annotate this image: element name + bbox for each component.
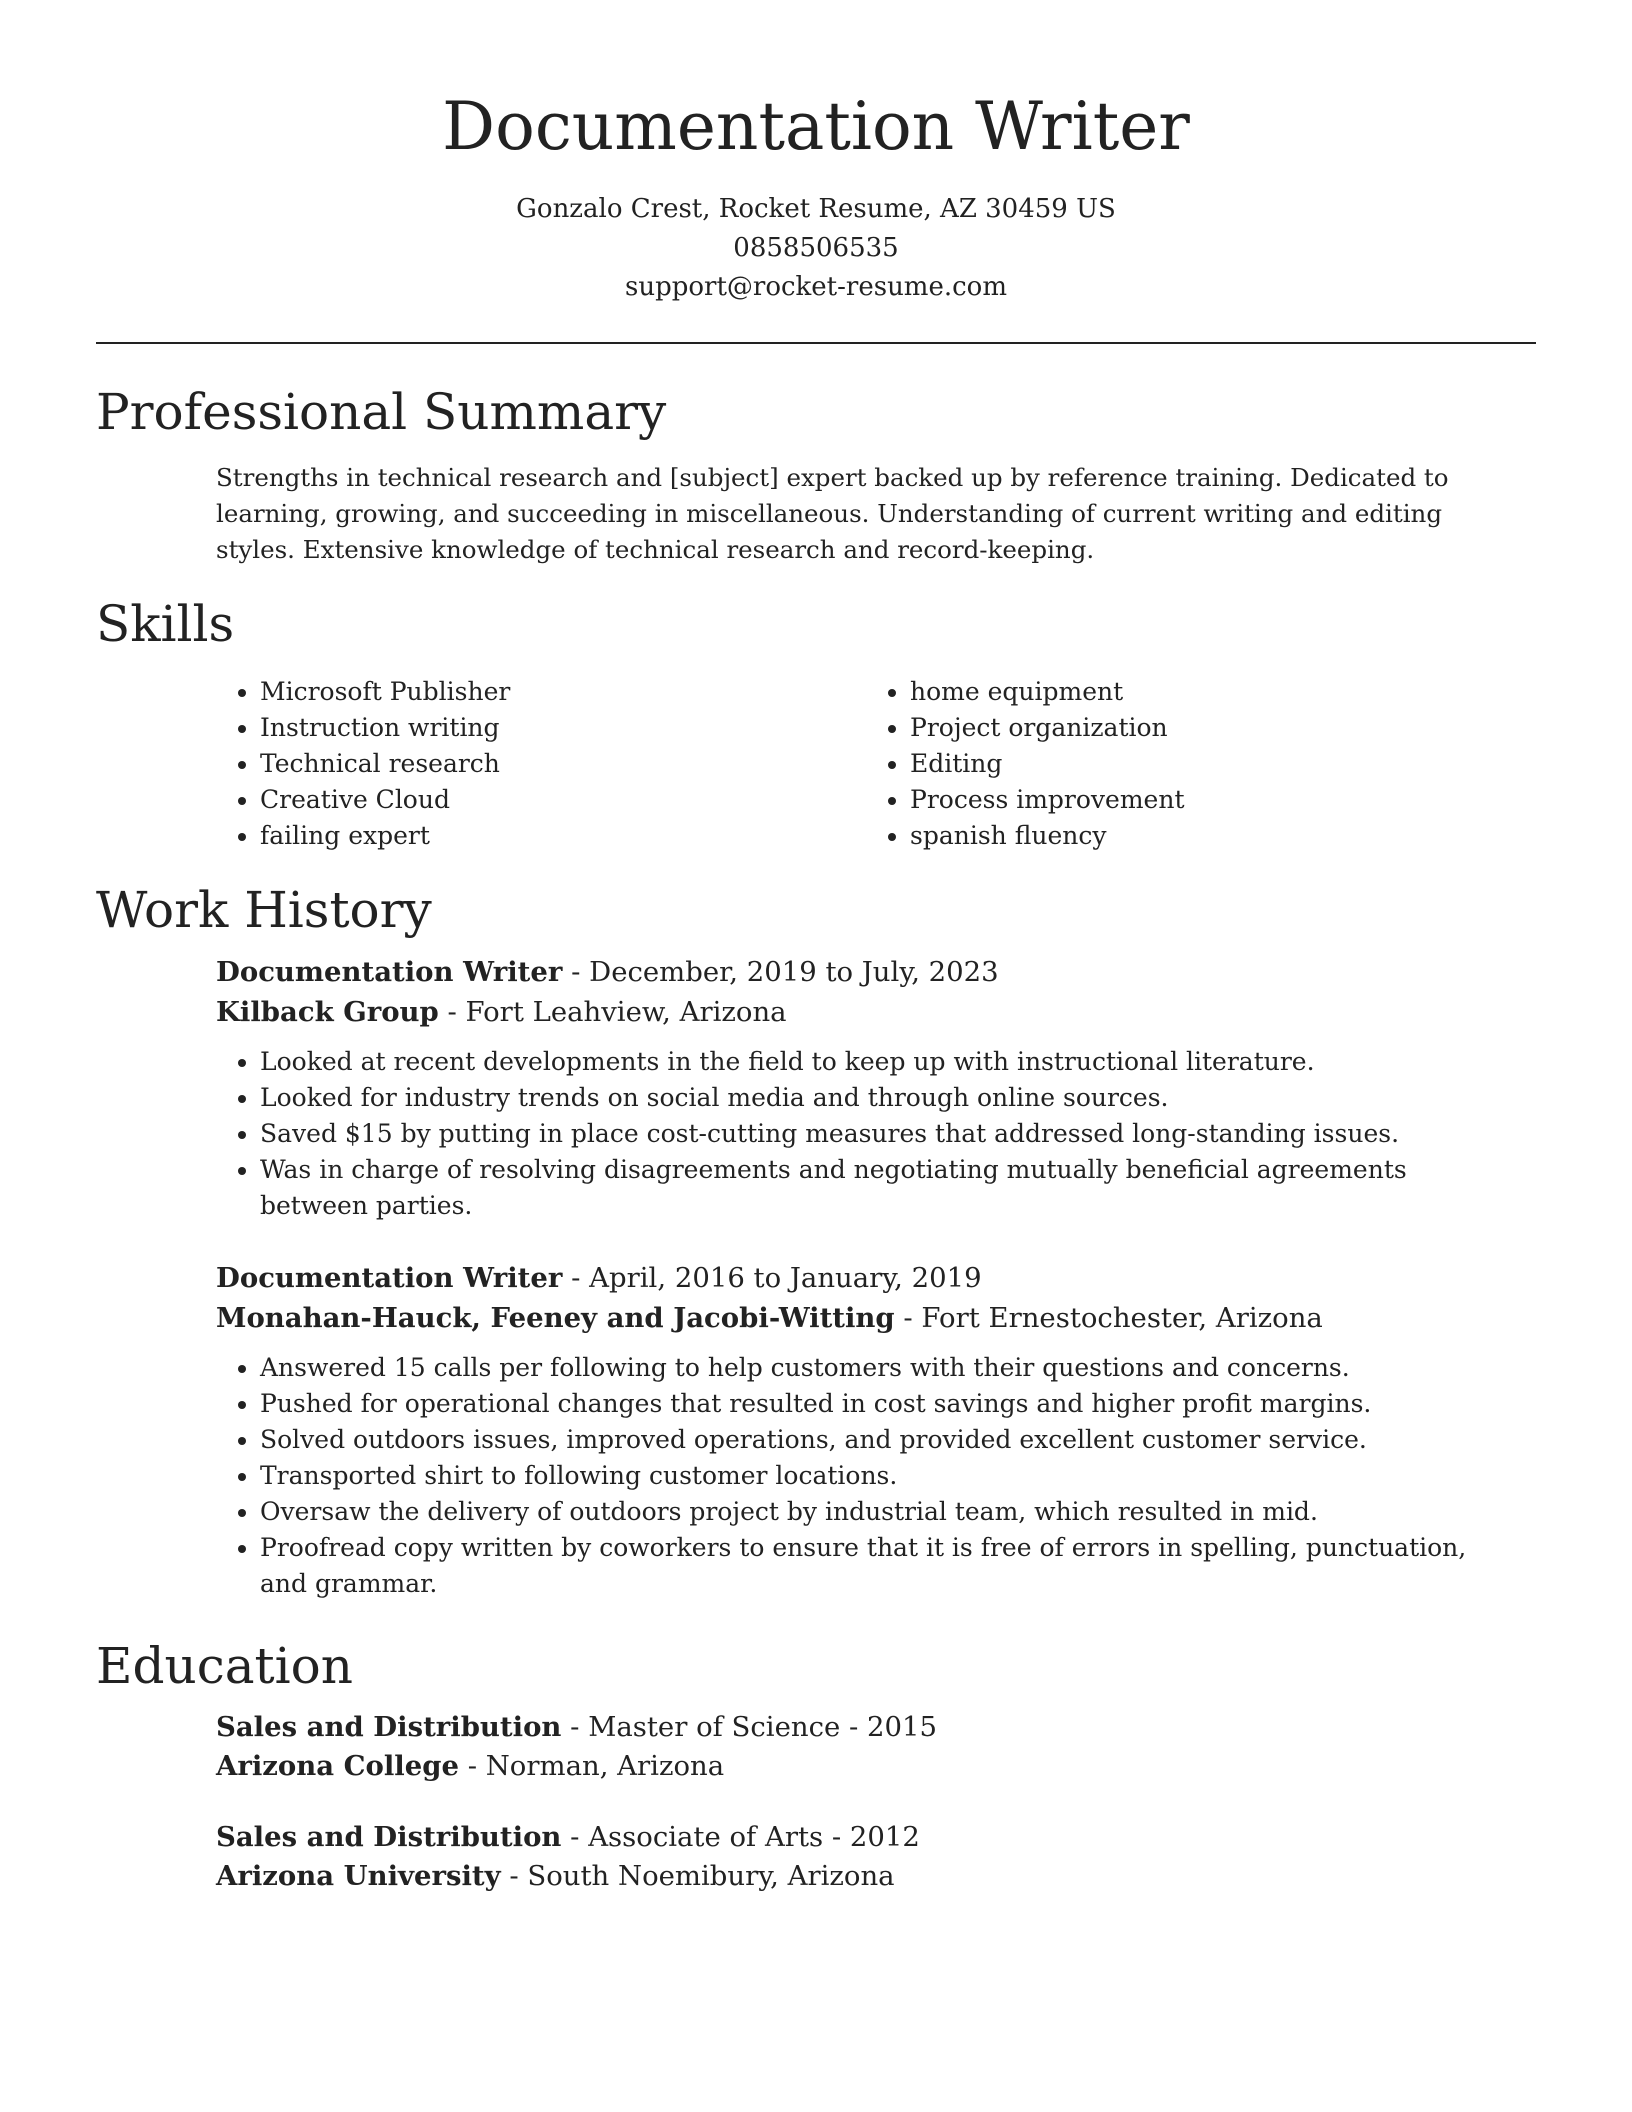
skills-heading: Skills	[96, 595, 235, 653]
education-location: - South Noemibury, Arizona	[500, 1860, 895, 1892]
skill-item: • Editing	[910, 746, 1516, 782]
job-title-line	[216, 952, 1516, 992]
summary-heading: Professional Summary	[96, 383, 667, 441]
job-title: Documentation Writer	[216, 1262, 563, 1294]
job-location: - Fort Ernestochester, Arizona	[894, 1302, 1323, 1334]
summary-text: Strengths in technical research and [subject] expert backed up by reference training. Dedicated to learning, growing, and succeeding in miscellaneous. Understanding of current writing and editing styles. Extensive knowledge of technical research and record-keeping.	[216, 463, 1449, 564]
skill-item: • Instruction writing	[260, 710, 866, 746]
phone: 0858506535	[733, 233, 899, 263]
job-bullet: • Transported shirt to following customer locations.	[260, 1458, 1516, 1494]
job-dates: - April, 2016 to January, 2019	[562, 1262, 982, 1294]
skill-item: • spanish fluency	[910, 818, 1516, 854]
education-degree-line	[216, 1818, 1516, 1857]
education-entry	[216, 1708, 1516, 1786]
job-dates: - December, 2019 to July, 2023	[562, 956, 999, 988]
job-company: Monahan-Hauck, Feeney and Jacobi-Witting	[216, 1302, 895, 1334]
skills-column-right	[866, 674, 1516, 854]
work-history-heading: Work History	[96, 881, 432, 939]
job-company: Kilback Group	[216, 996, 439, 1028]
education-degree: - Associate of Arts - 2012	[561, 1821, 920, 1853]
education-school: Arizona College	[216, 1750, 459, 1782]
education-entry	[216, 1818, 1516, 1896]
contact-block	[0, 190, 1632, 307]
skill-item: • Creative Cloud	[260, 782, 866, 818]
job-bullet: • Solved outdoors issues, improved operations, and provided excellent customer service.	[260, 1422, 1516, 1458]
candidate-name: Documentation Writer	[442, 88, 1190, 165]
education-field: Sales and Distribution	[216, 1821, 562, 1853]
job-entry	[216, 1258, 1516, 1602]
job-bullets	[216, 1350, 1516, 1602]
education-school: Arizona University	[216, 1860, 501, 1892]
education-school-line	[216, 1857, 1516, 1896]
education-location: - Norman, Arizona	[458, 1750, 725, 1782]
skill-item: • failing expert	[260, 818, 866, 854]
job-location: - Fort Leahview, Arizona	[438, 996, 787, 1028]
job-title: Documentation Writer	[216, 956, 563, 988]
job-bullet: • Oversaw the delivery of outdoors project by industrial team, which resulted in mid.	[260, 1494, 1516, 1530]
skill-item: • Process improvement	[910, 782, 1516, 818]
job-title-line	[216, 1258, 1516, 1298]
address: Gonzalo Crest, Rocket Resume, AZ 30459 US	[516, 194, 1116, 224]
education-school-line	[216, 1747, 1516, 1786]
job-entry	[216, 952, 1516, 1224]
skills-column-left	[216, 674, 866, 854]
job-bullet: • Pushed for operational changes that resulted in cost savings and higher profit margins.	[260, 1386, 1516, 1422]
job-bullets	[216, 1044, 1516, 1224]
job-company-line	[216, 992, 1516, 1032]
skill-item: • Project organization	[910, 710, 1516, 746]
job-bullet: • Proofread copy written by coworkers to ensure that it is free of errors in spelling, punctuation, and grammar.	[260, 1530, 1516, 1602]
resume-header	[0, 0, 1632, 307]
education-heading: Education	[96, 1637, 353, 1695]
education-degree-line	[216, 1708, 1516, 1747]
skill-item: • Technical research	[260, 746, 866, 782]
job-bullet: • Saved $15 by putting in place cost-cutting measures that addressed long-standing issues.	[260, 1116, 1516, 1152]
job-bullet: • Was in charge of resolving disagreements and negotiating mutually beneficial agreements between parties.	[260, 1152, 1516, 1224]
skills-list	[216, 674, 1516, 854]
header-divider	[96, 342, 1536, 344]
email: support@rocket-resume.com	[624, 272, 1007, 302]
education-degree: - Master of Science - 2015	[561, 1711, 938, 1743]
skill-item: • home equipment	[910, 674, 1516, 710]
education-field: Sales and Distribution	[216, 1711, 562, 1743]
job-bullet: • Looked at recent developments in the field to keep up with instructional literature.	[260, 1044, 1516, 1080]
skill-item: • Microsoft Publisher	[260, 674, 866, 710]
job-bullet: • Answered 15 calls per following to help customers with their questions and concerns.	[260, 1350, 1516, 1386]
job-bullet: • Looked for industry trends on social media and through online sources.	[260, 1080, 1516, 1116]
job-company-line	[216, 1298, 1516, 1338]
